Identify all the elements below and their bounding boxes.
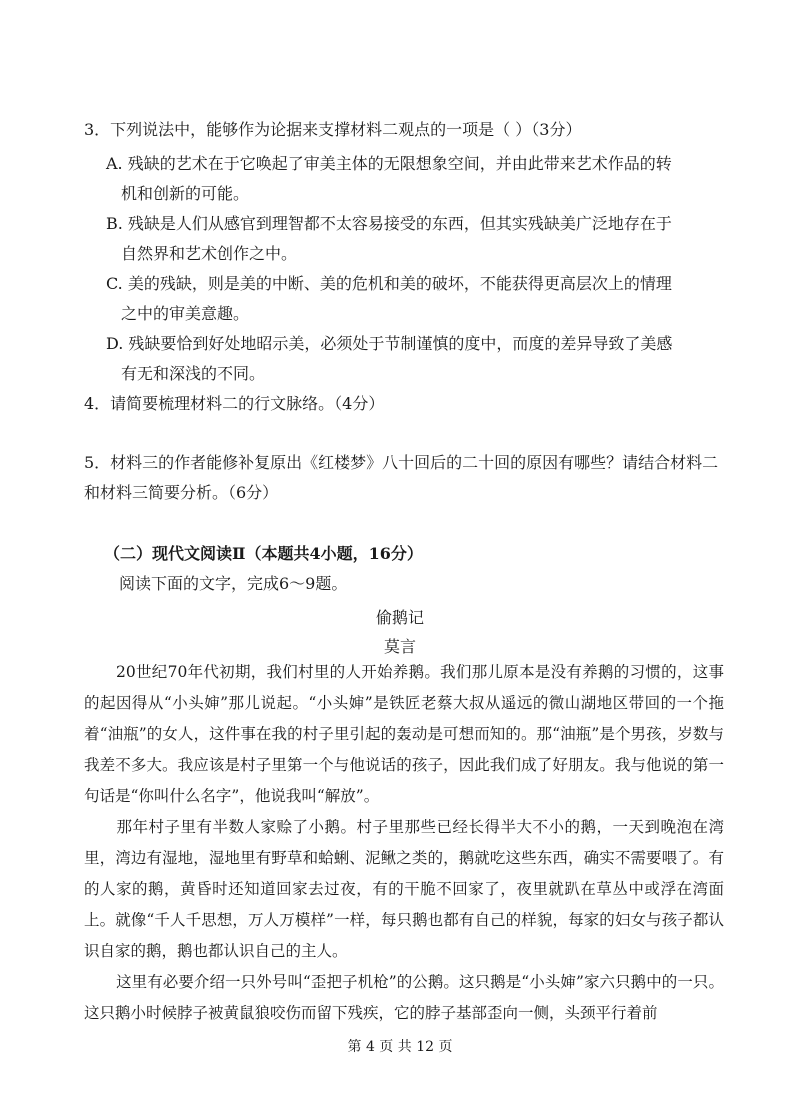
- story-paragraph: 这里有必要介绍一只外号叫“歪把子机枪”的公鹅。这只鹅是“小头婶”家六只鹅中的一只。这只鹅小时候脖子被黄鼠狼咬伤而留下残疾，它的脖子基部歪向一侧，头颈平行着前: [84, 973, 724, 1022]
- page-footer: 第 4 页 共 12 页: [347, 1039, 453, 1055]
- option-d-line2: 有无和深浅的不同。: [121, 364, 266, 383]
- option-c-line2: 之中的审美意趣。: [121, 304, 250, 323]
- question-5-line2: 和材料三简要分析。（6分）: [84, 483, 279, 502]
- option-b-line2: 自然界和艺术创作之中。: [121, 244, 298, 263]
- story-author: 莫言: [383, 637, 416, 656]
- section-instruction: 阅读下面的文字，完成6～9题。: [119, 574, 348, 593]
- story-title: 偷鹅记: [375, 608, 424, 627]
- question-3-stem: 3．下列说法中，能够作为论据来支撑材料二观点的一项是（ ）（3分）: [84, 120, 582, 139]
- story-paragraph: 那年村子里有半数人家赊了小鹅。村子里那些已经长得半大不小的鹅，一天到晚泡在湾里，湾边有湿地，湿地里有野草和蛤蜊、泥鳅之类的，鹅就吃这些东西，确实不需要喂了。有的人家的鹅，黄昏时还知道回家去过夜，有的干脆不回家了，夜里就趴在草丛中或浮在湾面上。就像“千人千思想，万人万模样”一样，每只鹅也都有自己的样貌，每家的妇女与孩子都认识自家的鹅，鹅也都认识自己的主人。: [84, 818, 724, 960]
- story-paragraph: 20世纪70年代初期，我们村里的人开始养鹅。我们那儿原本是没有养鹅的习惯的，这事的起因得从“小头婶”那儿说起。“小头婶”是铁匠老蔡大叔从遥远的微山湖地区带回的一个拖着“油瓶”的女人，这件事在我的村子里引起的轰动是可想而知的。那“油瓶”是个男孩，岁数与我差不多大。我应该是村子里第一个与他说话的孩子，因此我们成了好朋友。我与他说的第一句话是“你叫什么名字”，他说我叫“解放”。: [84, 663, 724, 805]
- option-d-line1: D. 残缺要恰到好处地昭示美，必须处于节制谨慎的度中，而度的差异导致了美感: [106, 334, 673, 353]
- question-5-line1: 5．材料三的作者能修补复原出《红楼梦》八十回后的二十回的原因有哪些？请结合材料二: [84, 453, 719, 472]
- option-b-line1: B. 残缺是人们从感官到理智都不太容易接受的东西，但其实残缺美广泛地存在于: [106, 214, 672, 233]
- option-c-line1: C. 美的残缺，则是美的中断、美的危机和美的破坏，不能获得更高层次上的情理: [106, 274, 672, 293]
- option-a-line2: 机和创新的可能。: [121, 184, 250, 203]
- question-4: 4．请简要梳理材料二的行文脉络。（4分）: [84, 394, 385, 413]
- section-heading: （二）现代文阅读Ⅱ（本题共4小题，16分）: [104, 544, 423, 563]
- option-a-line1: A. 残缺的艺术在于它唤起了审美主体的无限想象空间，并由此带来艺术作品的转: [106, 154, 672, 173]
